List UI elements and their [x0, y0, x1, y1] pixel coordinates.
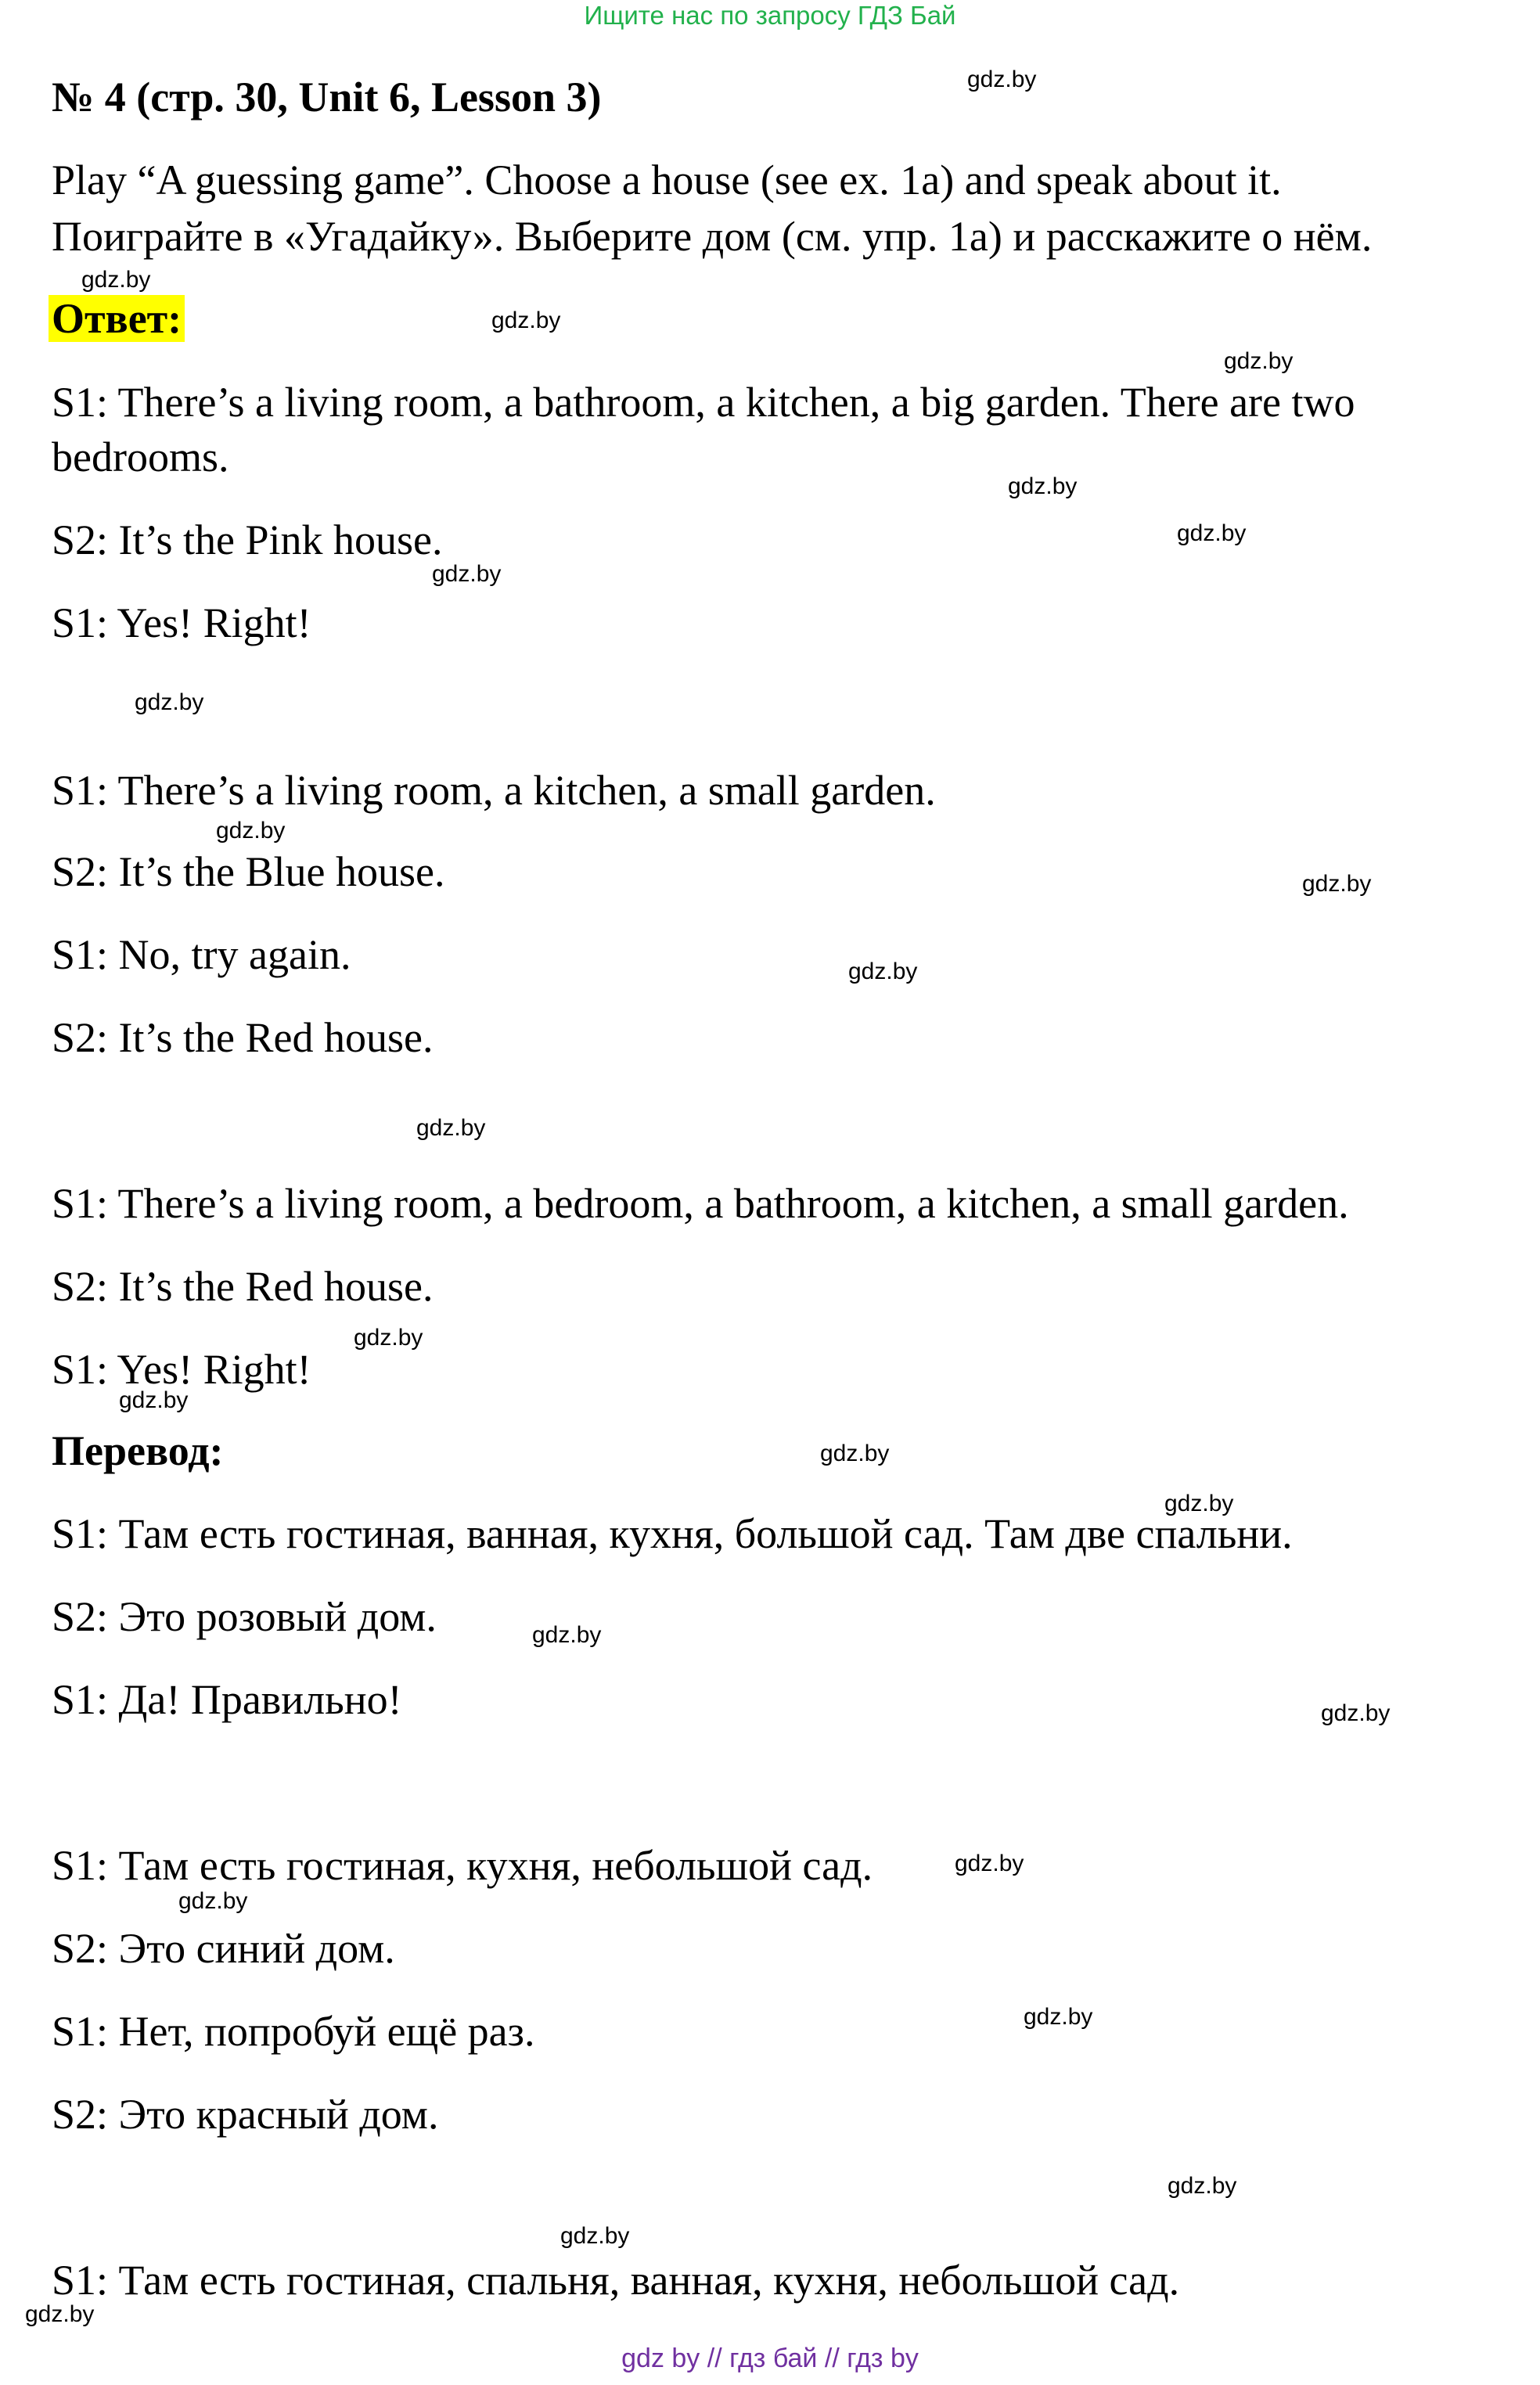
watermark: gdz.by — [216, 818, 286, 844]
watermark: gdz.by — [1024, 2004, 1093, 2030]
watermark: gdz.by — [1008, 473, 1078, 499]
watermark: gdz.by — [135, 689, 204, 715]
dialog-line: S1: Yes! Right! — [52, 599, 311, 646]
translation-line: S1: Там есть гостиная, спальня, ванная, кухня, небольшой сад. — [52, 2257, 1180, 2304]
dialog-line: S1: There’s a living room, a bedroom, a bathroom, a kitchen, a small garden. — [52, 1180, 1349, 1227]
watermark: gdz.by — [955, 1851, 1024, 1876]
answer-label-text: Ответ: — [49, 295, 185, 342]
watermark: gdz.by — [178, 1888, 248, 1914]
watermark: gdz.by — [119, 1387, 189, 1413]
dialog-line: S1: There’s a living room, a kitchen, a small garden. — [52, 767, 936, 814]
dialog-line: S1: Yes! Right! — [52, 1346, 311, 1393]
exercise-title: № 4 (стр. 30, Unit 6, Lesson 3) — [52, 74, 602, 121]
watermark: gdz.by — [1321, 1700, 1391, 1726]
watermark: gdz.by — [416, 1115, 486, 1141]
translation-line: S1: Там есть гостиная, ванная, кухня, большой сад. Там две спальни. — [52, 1510, 1293, 1557]
watermark: gdz.by — [820, 1441, 890, 1466]
watermark: gdz.by — [967, 67, 1037, 92]
watermark: gdz.by — [1224, 348, 1294, 374]
task-russian: Поиграйте в «Угадайку». Выберите дом (см. упр. 1а) и расскажите о нём. — [52, 213, 1373, 260]
translation-line: S2: Это красный дом. — [52, 2091, 439, 2138]
dialog-line: S2: It’s the Red house. — [52, 1014, 434, 1061]
watermark: gdz.by — [560, 2223, 630, 2249]
watermark: gdz.by — [432, 561, 502, 587]
dialog-line: S2: It’s the Blue house. — [52, 848, 445, 895]
watermark: gdz.by — [1302, 871, 1372, 897]
watermark: gdz.by — [532, 1622, 602, 1648]
dialog-line: S1: No, try again. — [52, 931, 351, 978]
translation-line: S1: Нет, попробуй ещё раз. — [52, 2008, 535, 2055]
watermark: gdz.by — [491, 308, 561, 333]
translation-line: S1: Да! Правильно! — [52, 1676, 402, 1723]
watermark: gdz.by — [1164, 1491, 1234, 1516]
watermark: gdz.by — [1177, 520, 1247, 546]
watermark: gdz.by — [25, 2301, 95, 2327]
translation-line: S2: Это синий дом. — [52, 1925, 395, 1972]
task-english: Play “A guessing game”. Choose a house (see ex. 1a) and speak about it. — [52, 156, 1282, 203]
translation-line: S1: Там есть гостиная, кухня, небольшой сад. — [52, 1842, 873, 1889]
top-banner[interactable]: Ищите нас по запросу ГДЗ Бай — [584, 1, 956, 30]
watermark: gdz.by — [848, 959, 918, 984]
translation-line: S2: Это розовый дом. — [52, 1593, 437, 1640]
dialog-line: S2: It’s the Pink house. — [52, 516, 443, 563]
footer-links[interactable]: gdz by // гдз бай // гдз by — [621, 2344, 919, 2373]
watermark: gdz.by — [354, 1325, 423, 1351]
dialog-line: bedrooms. — [52, 433, 229, 480]
watermark: gdz.by — [1168, 2173, 1237, 2199]
dialog-line: S2: It’s the Red house. — [52, 1263, 434, 1310]
watermark: gdz.by — [81, 267, 151, 293]
translation-label: Перевод: — [52, 1427, 224, 1474]
answer-label — [52, 293, 185, 344]
dialog-line: S1: There’s a living room, a bathroom, a kitchen, a big garden. There are two — [52, 379, 1355, 426]
